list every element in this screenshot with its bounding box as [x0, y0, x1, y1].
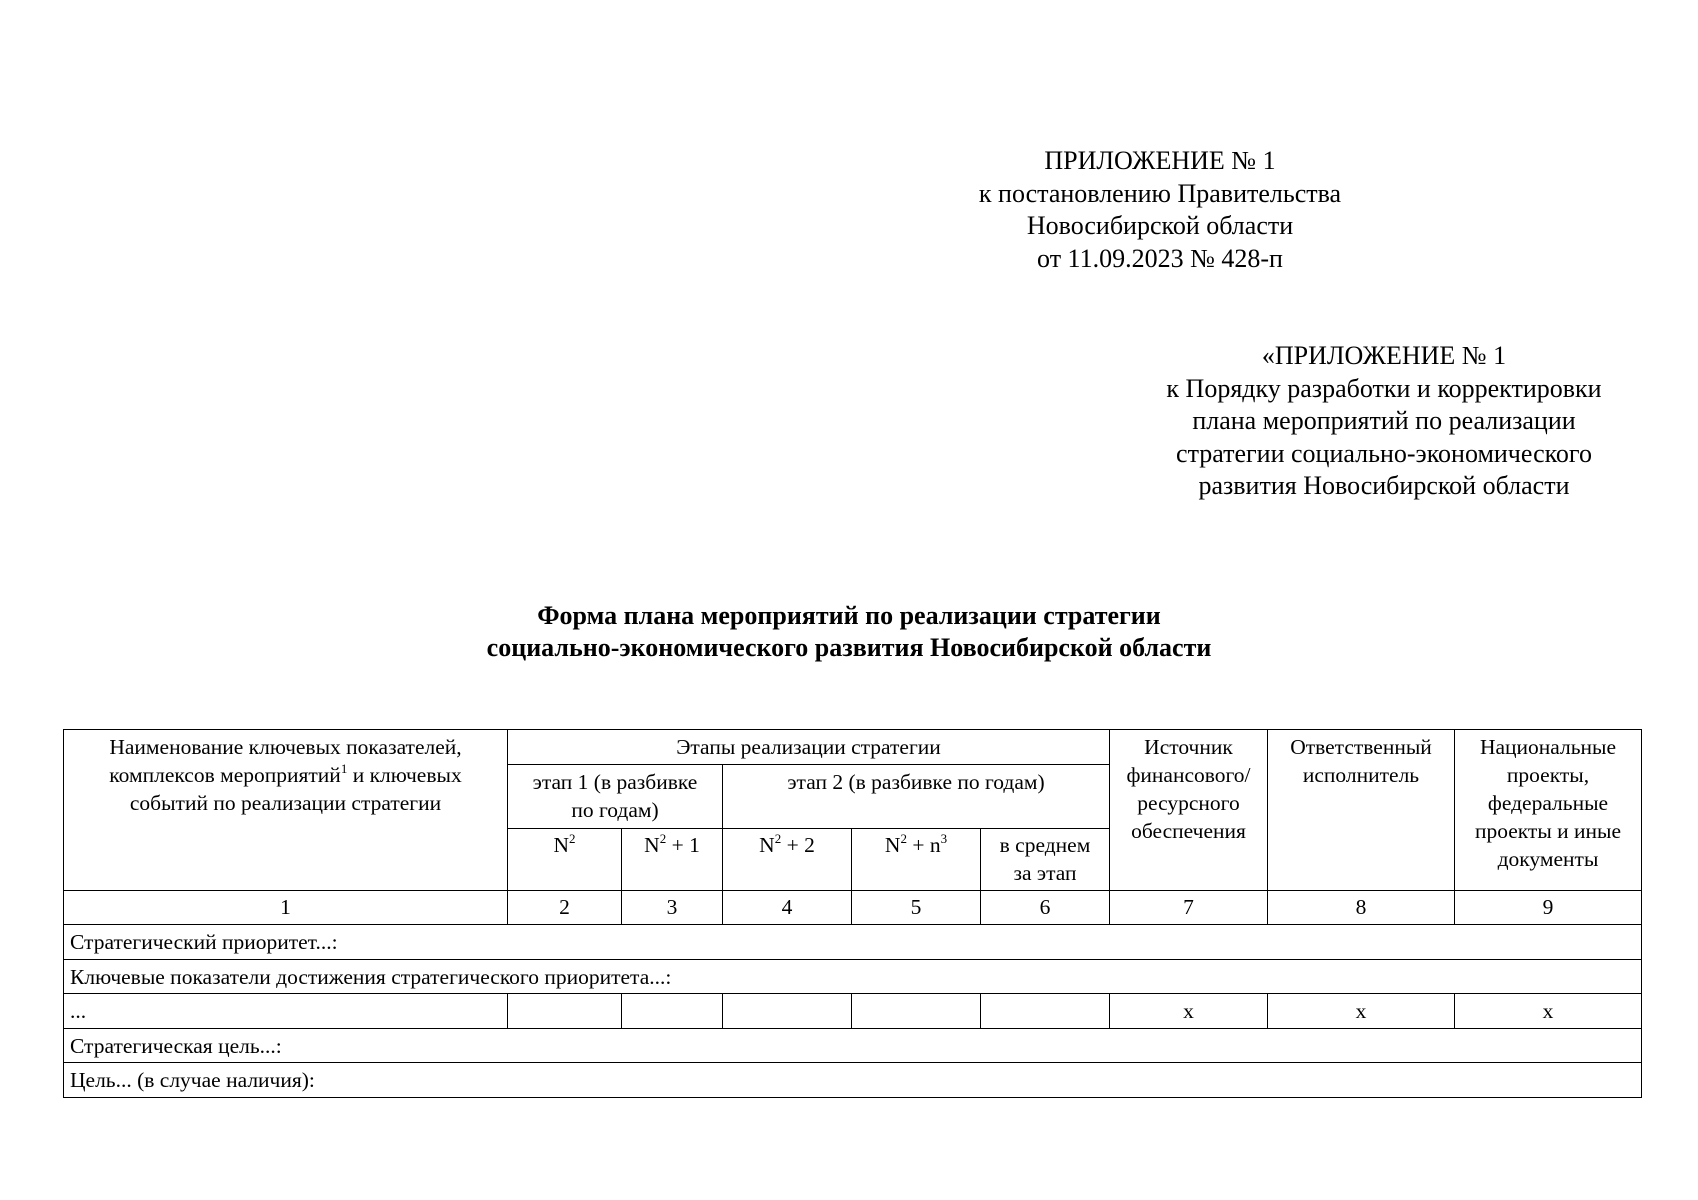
- row-strategic-goal: Стратегическая цель...:: [64, 1028, 1642, 1063]
- column-number: 9: [1455, 890, 1642, 925]
- header-indicators-name: Наименование ключевых показателей, комплексов мероприятий$^1$ и ключевых событий по реализации стратегии: [64, 730, 508, 891]
- row-key-indicators: Ключевые показатели достижения стратегического приоритета...:: [64, 959, 1642, 994]
- column-number: 5: [852, 890, 981, 925]
- appendix-inner-line: развития Новосибирской области: [1198, 471, 1570, 500]
- header-stages: Этапы реализации стратегии: [508, 730, 1110, 765]
- empty-cell: [723, 994, 852, 1029]
- header-source: Источник финансового/ ресурсного обеспечения: [1110, 730, 1268, 891]
- header-year-n-plus-n: $N^2 + n^3$: [852, 828, 981, 890]
- row-subgoal: Цель... (в случае наличия):: [64, 1063, 1642, 1098]
- header-stage-average: в среднем за этап: [981, 828, 1110, 890]
- header-year-n-plus-1: $N^2 + 1$: [622, 828, 723, 890]
- row-ellipsis-cell: ...: [64, 994, 508, 1029]
- form-title: [0, 600, 1698, 664]
- header-year-n: $N^2$: [508, 828, 622, 890]
- row-strategic-priority: Стратегический приоритет...:: [64, 925, 1642, 960]
- empty-cell: [622, 994, 723, 1029]
- column-number: 2: [508, 890, 622, 925]
- appendix-inner-line: плана мероприятий по реализации: [1192, 406, 1576, 435]
- appendix-header-line: от 11.09.2023 № 428-п: [1037, 243, 1283, 273]
- column-number: 8: [1268, 890, 1455, 925]
- column-number: 6: [981, 890, 1110, 925]
- column-number: 1: [64, 890, 508, 925]
- header-executor: Ответственный исполнитель: [1268, 730, 1455, 891]
- column-number: 7: [1110, 890, 1268, 925]
- empty-cell: [981, 994, 1110, 1029]
- form-title-line: социально-экономического развития Новосибирской области: [486, 633, 1212, 662]
- header-year-n-plus-2: $N^2 + 2$: [723, 828, 852, 890]
- appendix-inner-line: к Порядку разработки и корректировки: [1166, 373, 1602, 403]
- appendix-header-line: Новосибирской области: [1026, 211, 1294, 240]
- x-mark-cell: х: [1268, 994, 1455, 1029]
- header-stage-2: этап 2 (в разбивке по годам): [723, 764, 1110, 828]
- appendix-inner-header: [1064, 340, 1698, 503]
- appendix-inner-line: стратегии социально-экономического: [1176, 438, 1592, 468]
- empty-cell: [508, 994, 622, 1029]
- x-mark-cell: х: [1110, 994, 1268, 1029]
- appendix-header-line: к постановлению Правительства: [978, 178, 1342, 208]
- column-number: 4: [723, 890, 852, 925]
- column-number: 3: [622, 890, 723, 925]
- x-mark-cell: х: [1455, 994, 1642, 1029]
- appendix-header: [850, 145, 1470, 275]
- header-stage-1: этап 1 (в разбивке по годам): [508, 764, 723, 828]
- header-projects: Национальные проекты, федеральные проекты и иные документы: [1455, 730, 1642, 891]
- appendix-inner-line: «ПРИЛОЖЕНИЕ № 1: [1261, 341, 1507, 370]
- plan-table: [63, 729, 1642, 1098]
- appendix-header-line: ПРИЛОЖЕНИЕ № 1: [1044, 146, 1276, 175]
- form-title-line: Форма плана мероприятий по реализации стратегии: [537, 601, 1161, 630]
- empty-cell: [852, 994, 981, 1029]
